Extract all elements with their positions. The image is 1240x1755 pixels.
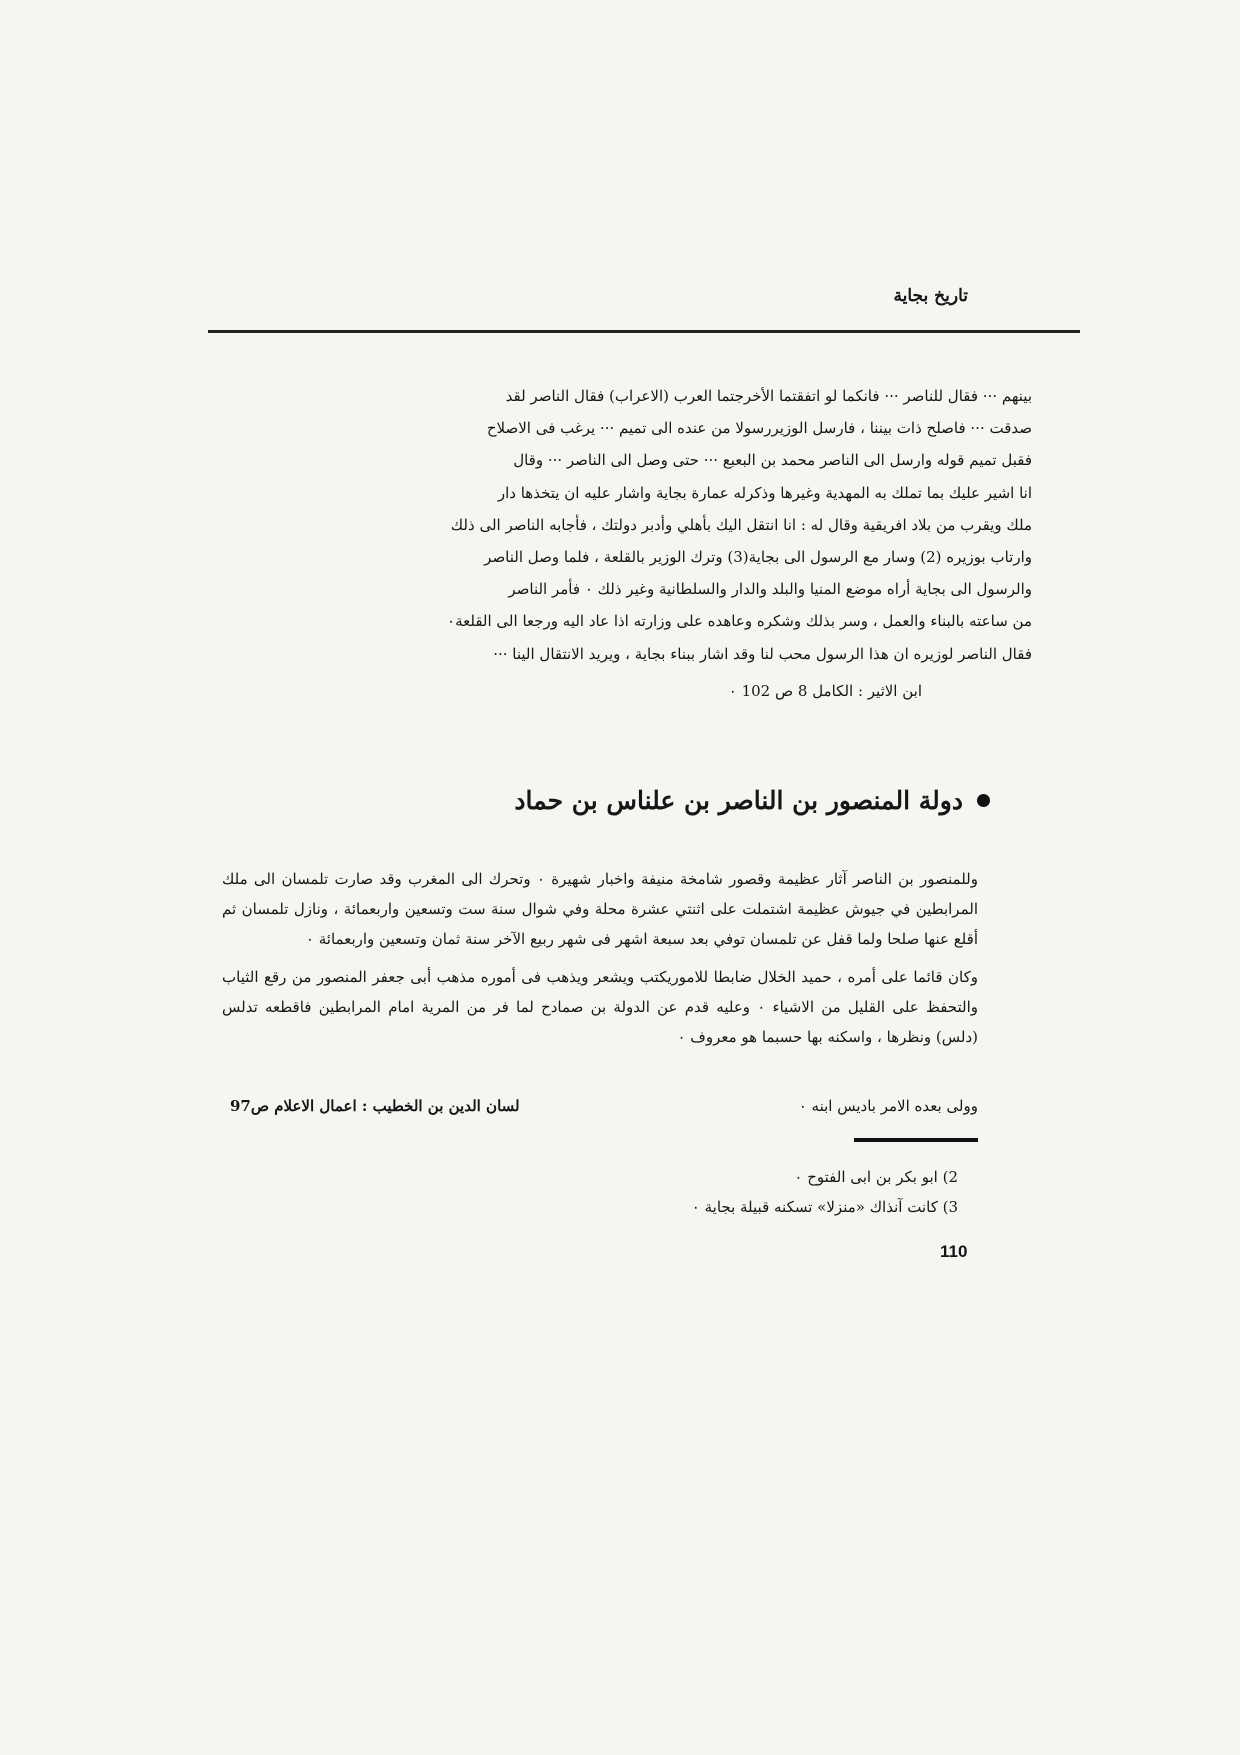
quote-line: بينهم ··· فقال للناصر ··· فانكما لو اتفقتما الأخرجتما العرب (الاعراب) فقال الناصر لقد xyxy=(505,387,1032,405)
quoted-passage xyxy=(222,380,1032,670)
footnotes xyxy=(692,1162,958,1222)
quote-line: والرسول الى بجاية أراه موضع المنيا والبلد والدار والسلطانية وغير ذلك ٠ فأمر الناصر xyxy=(508,580,1032,599)
footnote: 2) ابو بكر بن ابى الفتوح ٠ xyxy=(794,1168,958,1186)
page-number: 110 xyxy=(940,1242,968,1261)
header-rule xyxy=(208,330,1080,333)
section-heading-text: دولة المنصور بن الناصر بن علناس بن حماد xyxy=(514,786,963,815)
quote-line: ملك ويقرب من بلاد افريقية وقال له : انا انتقل اليك بأهلي وأدبر دولتك ، فأجابه الناصر الى ذلك xyxy=(450,515,1032,534)
quote-line: من ساعته بالبناء والعمل ، وسر بذلك وشكره وعاهده على وزارته اذا عاد اليه ورجعا الى القلعة٠ xyxy=(447,612,1032,631)
quote-line: فقبل تميم قوله وارسل الى الناصر محمد بن البعبع ··· حتى وصل الى الناصر ··· وقال xyxy=(513,451,1032,470)
source-reference: لسان الدين بن الخطيب : اعمال الاعلام ص97 xyxy=(230,1097,520,1115)
footnote: 3) كانت آنذاك «منزلا» تسكنه قبيلة بجاية ٠ xyxy=(691,1198,958,1216)
closing-line xyxy=(230,1097,978,1115)
quote-line: وارتاب بوزيره (2) وسار مع الرسول الى بجاية(3) وترك الوزير بالقلعة ، فلما وصل الناصر xyxy=(484,548,1032,567)
body-paragraph: وللمنصور بن الناصر آثار عظيمة وقصور شامخة منيفة واخبار شهيرة ٠ وتحرك الى المغرب وقد صارت تلمسان الى ملك المرابطين في جيوش عظيمة اشتملت على اثنتي عشرة محلة وفي شوال سنة ست وتسعين واربعمائة ، ونازل تلمسان ثم أقلع عنها صلحا ولما قفل عن تلمسان توفي بعد سبعة اشهر فى شهر ربيع الآخر سنة ثمان وتسعين واربعمائة ٠ xyxy=(222,870,978,948)
footnote-rule xyxy=(854,1138,978,1142)
quote-line: فقال الناصر لوزيره ان هذا الرسول محب لنا وقد اشار ببناء بجاية ، ويريد الانتقال الينا ··· xyxy=(493,644,1032,663)
quote-line: انا اشير عليك بما تملك به المهدية وغيرها وذكرله عمارة بجاية واشار عليه ان يتخذها دار xyxy=(497,483,1032,502)
body-paragraph: وكان قائما على أمره ، حميد الخلال ضابطا للاموريكتب ويشعر ويذهب فى أموره مذهب أبى جعفر المنصور من رقع الثياب والتحفظ على القليل من الاشياء ٠ وعليه قدم عن الدولة بن صمادح لما فر من المرية امام المرابطين فاقطعه تدلس (دلس) ونظرها ، واسكنه بها حسبما هو معروف ٠ xyxy=(222,968,978,1046)
closing-sentence: وولى بعده الامر باديس ابنه ٠ xyxy=(798,1097,978,1115)
quote-line: صدقت ··· فاصلح ذات بيننا ، فارسل الوزيررسولا من عنده الى تميم ··· يرغب فى الاصلاح xyxy=(486,419,1032,438)
running-header-title: تاريخ بجاية xyxy=(893,286,968,306)
section-heading xyxy=(514,786,990,815)
quote-source-citation: ابن الاثير : الكامل 8 ص 102 ٠ xyxy=(728,682,922,700)
body-text xyxy=(222,864,978,1052)
bullet-icon xyxy=(977,794,990,807)
